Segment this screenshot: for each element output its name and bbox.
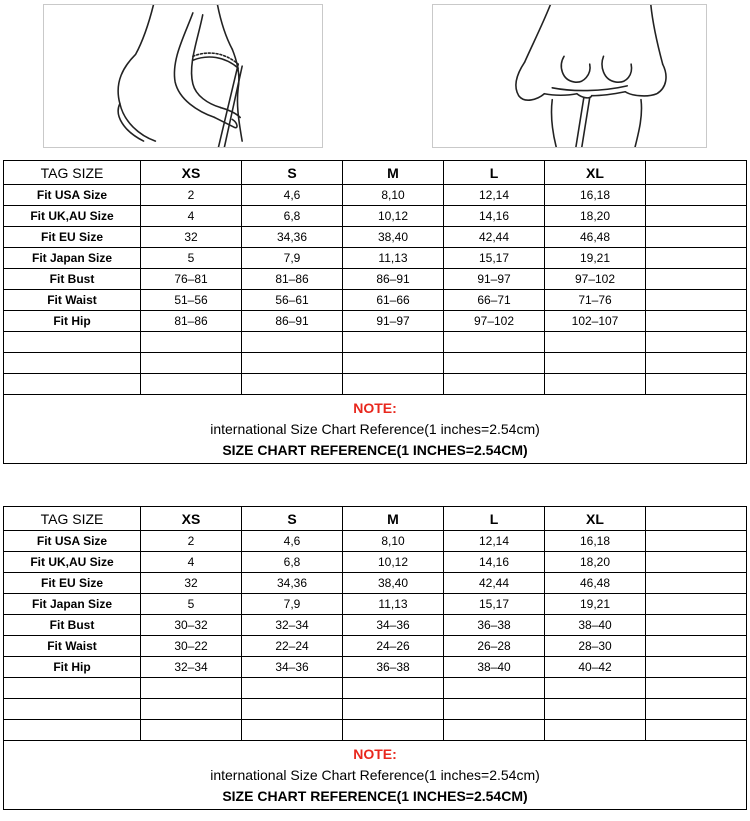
row-label: Fit USA Size [4, 185, 141, 206]
table-row [4, 311, 747, 332]
table-cell: 86–91 [242, 311, 343, 332]
table-cell [646, 657, 747, 678]
table-cell: 12,14 [444, 531, 545, 552]
table-cell: 4,6 [242, 185, 343, 206]
table-cell [646, 332, 747, 353]
header-cell: XS [141, 161, 242, 185]
table-row [4, 615, 747, 636]
table-cell: 12,14 [444, 185, 545, 206]
table-cell: 5 [141, 248, 242, 269]
table-row [4, 657, 747, 678]
table-cell: 30–32 [141, 615, 242, 636]
table-row [4, 552, 747, 573]
table-cell: 15,17 [444, 594, 545, 615]
table-cell: 16,18 [545, 185, 646, 206]
table-cell [343, 374, 444, 395]
table-cell: 42,44 [444, 227, 545, 248]
table-row [4, 699, 747, 720]
note-reference-caps: SIZE CHART REFERENCE(1 INCHES=2.54CM) [222, 787, 528, 804]
table-cell [444, 374, 545, 395]
note-cell [4, 741, 747, 810]
table-cell [343, 332, 444, 353]
row-label: Fit Bust [4, 269, 141, 290]
table-cell [242, 678, 343, 699]
table-cell: 7,9 [242, 248, 343, 269]
table-row [4, 353, 747, 374]
table-cell [444, 699, 545, 720]
table-cell: 102–107 [545, 311, 646, 332]
table-cell: 2 [141, 185, 242, 206]
table-header-row [4, 507, 747, 531]
table-cell: 19,21 [545, 248, 646, 269]
table-cell: 34,36 [242, 573, 343, 594]
table-cell [343, 678, 444, 699]
row-label: Fit UK,AU Size [4, 552, 141, 573]
table-row [4, 531, 747, 552]
table-cell: 6,8 [242, 206, 343, 227]
table-row [4, 206, 747, 227]
table-cell: 24–26 [343, 636, 444, 657]
table-cell: 2 [141, 531, 242, 552]
table-cell: 8,10 [343, 185, 444, 206]
table-row [4, 594, 747, 615]
table-cell [4, 332, 141, 353]
table-cell: 86–91 [343, 269, 444, 290]
table-cell: 15,17 [444, 248, 545, 269]
table-cell: 76–81 [141, 269, 242, 290]
header-cell: M [343, 161, 444, 185]
table-cell: 66–71 [444, 290, 545, 311]
row-label: Fit UK,AU Size [4, 206, 141, 227]
table-cell: 97–102 [444, 311, 545, 332]
table-cell [646, 290, 747, 311]
table-cell: 32–34 [242, 615, 343, 636]
table-cell: 34–36 [242, 657, 343, 678]
row-label: Fit USA Size [4, 531, 141, 552]
table-cell: 40–42 [545, 657, 646, 678]
table-cell: 36–38 [444, 615, 545, 636]
table-row [4, 227, 747, 248]
table-cell: 5 [141, 594, 242, 615]
table-cell [646, 636, 747, 657]
table-cell [343, 353, 444, 374]
table-cell [242, 332, 343, 353]
table-cell: 11,13 [343, 248, 444, 269]
table-cell: 51–56 [141, 290, 242, 311]
table-cell [646, 185, 747, 206]
table-cell [141, 699, 242, 720]
table-cell [646, 594, 747, 615]
table-cell: 8,10 [343, 531, 444, 552]
table-cell: 46,48 [545, 573, 646, 594]
table-cell [646, 311, 747, 332]
table-cell: 32–34 [141, 657, 242, 678]
table-row [4, 636, 747, 657]
table-cell: 38–40 [444, 657, 545, 678]
table-cell: 81–86 [242, 269, 343, 290]
table-cell [141, 720, 242, 741]
table-cell [343, 720, 444, 741]
table-cell: 46,48 [545, 227, 646, 248]
table-cell: 97–102 [545, 269, 646, 290]
hip-measure-illustration [43, 4, 323, 148]
size-chart-cm-table [3, 160, 747, 464]
table-row [4, 290, 747, 311]
table-cell [646, 615, 747, 636]
header-cell: TAG SIZE [4, 507, 141, 531]
table-cell: 11,13 [343, 594, 444, 615]
table-cell: 42,44 [444, 573, 545, 594]
table-cell [343, 699, 444, 720]
table-cell [646, 720, 747, 741]
note-reference-text: international Size Chart Reference(1 inches=2.54cm) [210, 766, 540, 783]
row-label: Fit EU Size [4, 573, 141, 594]
table-cell [545, 332, 646, 353]
table-cell [4, 353, 141, 374]
table-cell: 81–86 [141, 311, 242, 332]
header-cell: L [444, 161, 545, 185]
table-cell [444, 678, 545, 699]
row-label: Fit Japan Size [4, 248, 141, 269]
table-cell [646, 206, 747, 227]
table-cell [242, 353, 343, 374]
size-chart-inch-table [3, 506, 747, 810]
table-cell [646, 678, 747, 699]
table-cell [646, 374, 747, 395]
table-cell [646, 353, 747, 374]
note-cell [4, 395, 747, 464]
header-cell: S [242, 161, 343, 185]
table-cell: 38–40 [545, 615, 646, 636]
table-cell [4, 699, 141, 720]
header-cell [646, 161, 747, 185]
table-cell: 22–24 [242, 636, 343, 657]
table-cell [242, 720, 343, 741]
table-cell [141, 353, 242, 374]
table-cell [646, 227, 747, 248]
table-cell: 4 [141, 552, 242, 573]
table-cell: 36–38 [343, 657, 444, 678]
table-cell: 91–97 [343, 311, 444, 332]
table-cell [242, 699, 343, 720]
table-cell: 4 [141, 206, 242, 227]
table-cell [141, 374, 242, 395]
table-row [4, 269, 747, 290]
table-cell: 34–36 [343, 615, 444, 636]
row-label: Fit EU Size [4, 227, 141, 248]
note-row [4, 741, 747, 810]
table-row [4, 185, 747, 206]
table-row [4, 720, 747, 741]
table-cell: 16,18 [545, 531, 646, 552]
table-cell [4, 374, 141, 395]
row-label: Fit Hip [4, 657, 141, 678]
table-cell [4, 720, 141, 741]
table-cell [545, 353, 646, 374]
header-cell: TAG SIZE [4, 161, 141, 185]
header-cell: XL [545, 507, 646, 531]
row-label: Fit Japan Size [4, 594, 141, 615]
table-cell: 26–28 [444, 636, 545, 657]
table-cell [646, 269, 747, 290]
header-cell: M [343, 507, 444, 531]
table-cell [646, 552, 747, 573]
table-cell: 10,12 [343, 552, 444, 573]
table-cell: 34,36 [242, 227, 343, 248]
header-cell [646, 507, 747, 531]
table-cell: 91–97 [444, 269, 545, 290]
table-cell [646, 573, 747, 594]
table-cell: 14,16 [444, 206, 545, 227]
header-cell: S [242, 507, 343, 531]
table-cell: 4,6 [242, 531, 343, 552]
header-cell: XL [545, 161, 646, 185]
bust-measure-illustration [432, 4, 707, 148]
table-row [4, 248, 747, 269]
table-cell [545, 678, 646, 699]
table-cell: 32 [141, 227, 242, 248]
table-cell: 38,40 [343, 573, 444, 594]
table-cell [545, 699, 646, 720]
note-title: NOTE: [353, 745, 397, 762]
table-cell [141, 678, 242, 699]
table-cell: 71–76 [545, 290, 646, 311]
table-cell: 32 [141, 573, 242, 594]
table-cell: 38,40 [343, 227, 444, 248]
header-cell: L [444, 507, 545, 531]
table-cell: 7,9 [242, 594, 343, 615]
table-cell [242, 374, 343, 395]
table-cell: 19,21 [545, 594, 646, 615]
table-cell: 61–66 [343, 290, 444, 311]
table-row [4, 374, 747, 395]
table-cell [444, 720, 545, 741]
table-cell: 18,20 [545, 206, 646, 227]
note-reference-text: international Size Chart Reference(1 inches=2.54cm) [210, 420, 540, 437]
table-header-row [4, 161, 747, 185]
table-row [4, 332, 747, 353]
table-cell [444, 332, 545, 353]
table-cell [646, 531, 747, 552]
note-reference-caps: SIZE CHART REFERENCE(1 INCHES=2.54CM) [222, 441, 528, 458]
table-cell [545, 720, 646, 741]
table-row [4, 573, 747, 594]
table-cell [141, 332, 242, 353]
table-row [4, 678, 747, 699]
bust-measure-drawing [433, 5, 706, 147]
table-cell: 30–22 [141, 636, 242, 657]
note-row [4, 395, 747, 464]
row-label: Fit Waist [4, 290, 141, 311]
table-cell: 10,12 [343, 206, 444, 227]
hip-measure-drawing [44, 5, 322, 147]
table-cell: 28–30 [545, 636, 646, 657]
table-cell: 18,20 [545, 552, 646, 573]
table-cell [545, 374, 646, 395]
header-cell: XS [141, 507, 242, 531]
table-cell: 6,8 [242, 552, 343, 573]
table-cell: 56–61 [242, 290, 343, 311]
row-label: Fit Hip [4, 311, 141, 332]
table-cell [444, 353, 545, 374]
table-cell [646, 248, 747, 269]
table-cell [646, 699, 747, 720]
table-cell: 14,16 [444, 552, 545, 573]
table-cell [4, 678, 141, 699]
row-label: Fit Bust [4, 615, 141, 636]
note-title: NOTE: [353, 399, 397, 416]
row-label: Fit Waist [4, 636, 141, 657]
